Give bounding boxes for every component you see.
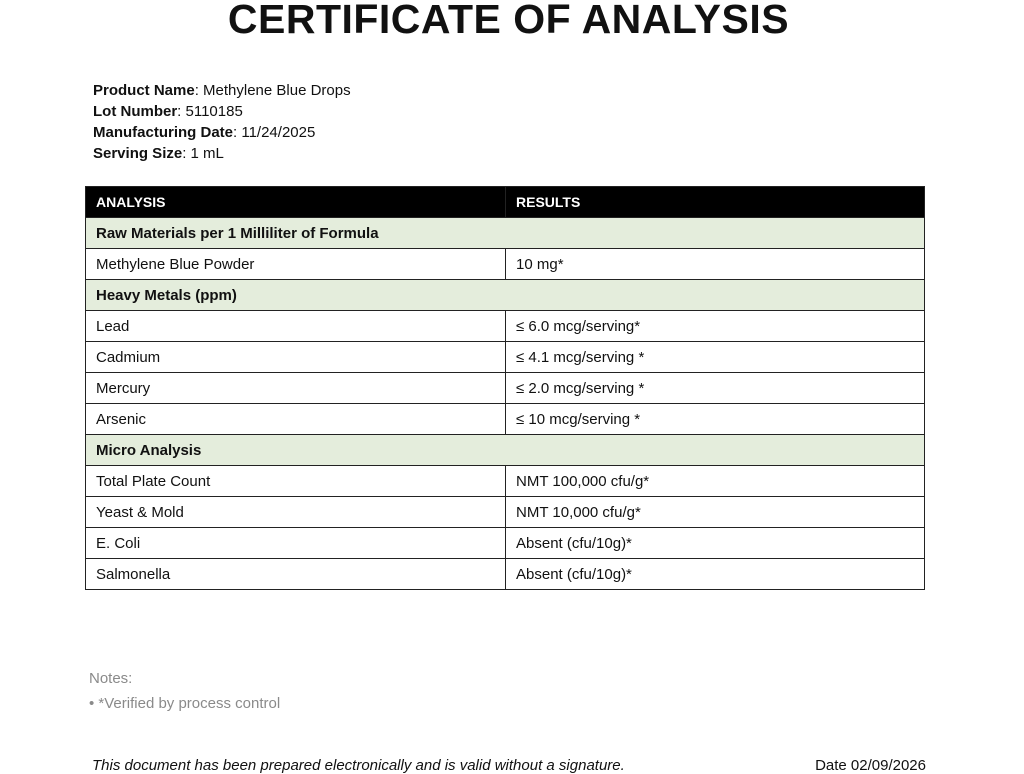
table-row (86, 311, 925, 342)
table-header-row (86, 187, 925, 218)
lot-number-value: : 5110185 (177, 103, 243, 120)
table-row (86, 342, 925, 373)
table-row (86, 528, 925, 559)
footer (92, 757, 926, 774)
analysis-cell: Arsenic (86, 404, 506, 435)
table-row (86, 373, 925, 404)
manufacturing-date-row (93, 122, 351, 143)
section-title: Heavy Metals (ppm) (86, 280, 925, 311)
product-name-label: Product Name (93, 82, 195, 99)
serving-size-value: : 1 mL (182, 145, 224, 162)
manufacturing-date-value: : 11/24/2025 (233, 124, 316, 141)
analysis-table (85, 186, 925, 590)
lot-number-row (93, 101, 351, 122)
product-name-value: : Methylene Blue Drops (194, 82, 351, 99)
section-row-heavy-metals (86, 280, 925, 311)
document-date: Date 02/09/2026 (815, 757, 926, 774)
result-cell: Absent (cfu/10g)* (506, 559, 925, 590)
serving-size-row (93, 143, 351, 164)
results-column-header: RESULTS (506, 187, 925, 218)
document-title: CERTIFICATE OF ANALYSIS (227, 0, 790, 42)
table-row (86, 559, 925, 590)
product-name-row (93, 80, 351, 101)
lot-number-label: Lot Number (93, 103, 178, 120)
result-cell: Absent (cfu/10g)* (506, 528, 925, 559)
product-info (93, 80, 351, 164)
analysis-cell: Lead (86, 311, 506, 342)
electronic-signature-statement: This document has been prepared electronically and is valid without a signature. (92, 757, 625, 774)
section-row-micro-analysis (86, 435, 925, 466)
table-row (86, 497, 925, 528)
table-row (86, 404, 925, 435)
analysis-cell: Salmonella (86, 559, 506, 590)
notes-section (89, 670, 280, 712)
result-cell: NMT 100,000 cfu/g* (506, 466, 925, 497)
serving-size-label: Serving Size (93, 145, 183, 162)
analysis-cell: E. Coli (86, 528, 506, 559)
analysis-cell: Methylene Blue Powder (86, 249, 506, 280)
analysis-cell: Cadmium (86, 342, 506, 373)
analysis-cell: Total Plate Count (86, 466, 506, 497)
result-cell: ≤ 10 mcg/serving * (506, 404, 925, 435)
result-cell: ≤ 6.0 mcg/serving* (506, 311, 925, 342)
table-row (86, 249, 925, 280)
section-title: Micro Analysis (86, 435, 925, 466)
result-cell: ≤ 4.1 mcg/serving * (506, 342, 925, 373)
notes-label: Notes: (89, 670, 133, 687)
table-row (86, 466, 925, 497)
result-cell: ≤ 2.0 mcg/serving * (506, 373, 925, 404)
analysis-column-header: ANALYSIS (86, 187, 506, 218)
result-cell: NMT 10,000 cfu/g* (506, 497, 925, 528)
section-row-raw-materials (86, 218, 925, 249)
note-item: • *Verified by process control (89, 695, 281, 712)
manufacturing-date-label: Manufacturing Date (93, 124, 234, 141)
analysis-cell: Mercury (86, 373, 506, 404)
section-title: Raw Materials per 1 Milliliter of Formula (86, 218, 925, 249)
result-cell: 10 mg* (506, 249, 925, 280)
analysis-cell: Yeast & Mold (86, 497, 506, 528)
